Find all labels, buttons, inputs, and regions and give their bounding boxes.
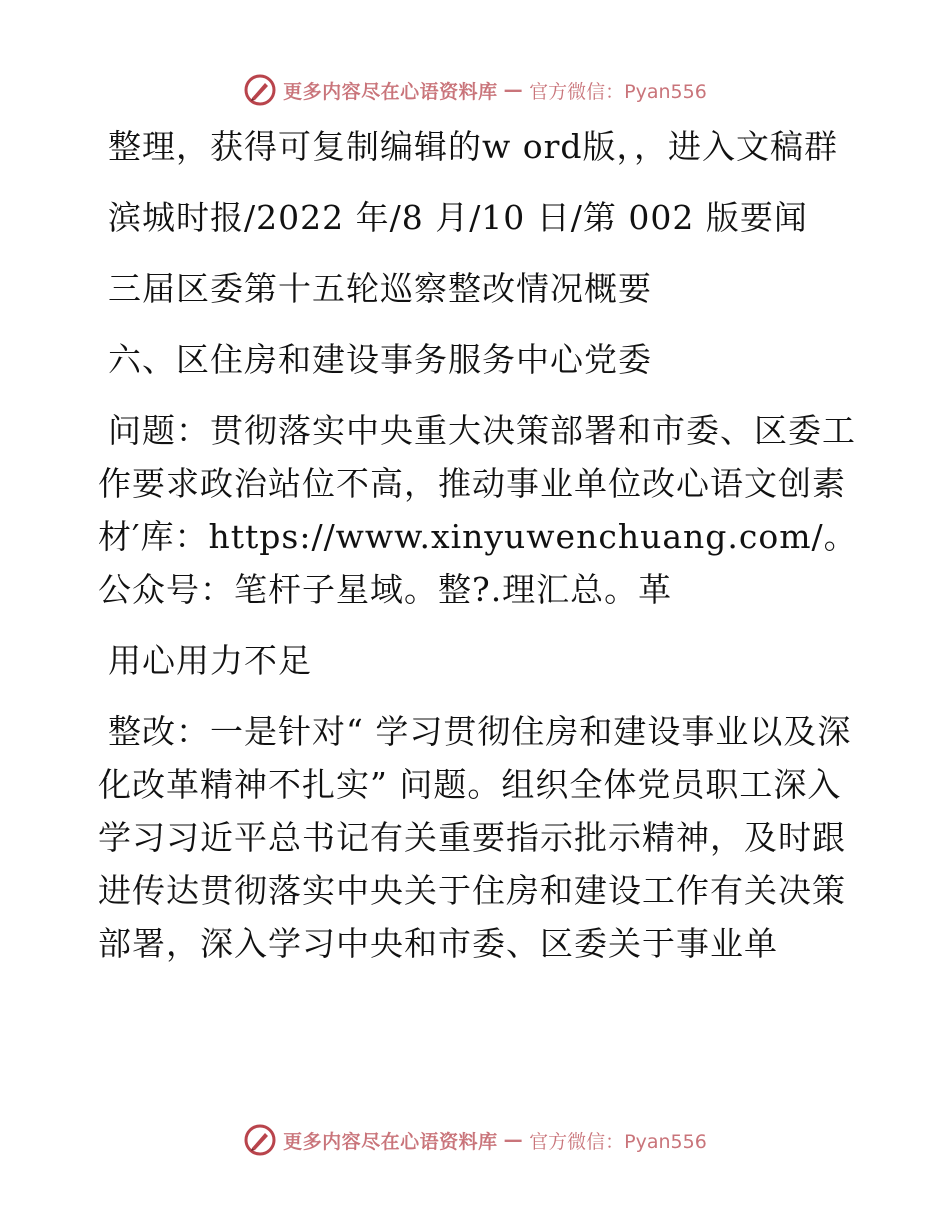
watermark-site-text: 更多内容尽在心语资料库 bbox=[283, 1130, 498, 1153]
watermark-site-text: 更多内容尽在心语资料库 bbox=[283, 80, 498, 103]
document-body bbox=[98, 120, 858, 988]
pen-logo-icon bbox=[243, 1123, 277, 1157]
watermark-wechat-text: 官方微信：Pyan556 bbox=[529, 1130, 707, 1153]
paragraph-intro: 整理，获得可复制编辑的w ord版，，进入文稿群 bbox=[108, 127, 839, 166]
watermark-separator: — bbox=[503, 79, 524, 101]
watermark-separator: — bbox=[503, 1129, 524, 1151]
header-watermark bbox=[0, 70, 950, 110]
paragraph-section-heading: 六、区住房和建设事务服务中心党委 bbox=[108, 340, 652, 379]
pen-logo-icon bbox=[243, 73, 277, 107]
paragraph-problem-cont: 用心用力不足 bbox=[108, 641, 312, 680]
paragraph-rectification: 整改：一是针对“ 学习贯彻住房和建设事业以及深化改革精神不扎实” 问题。组织全体党员职工深入学习习近平总书记有关重要指示批示精神，及时跟进传达贯彻落实中央关于住房和建设工作有关决策部署，深入学习中央和市委、区委关于事业单 bbox=[98, 712, 852, 963]
paragraph-source: 滨城时报/2022 年/8 月/10 日/第 002 版要闻 bbox=[108, 198, 808, 237]
paragraph-problem: 问题：贯彻落实中央重大决策部署和市委、区委工作要求政治站位不高，推动事业单位改心语文创素材′库：https://www.xinyuwenchuang.com/。公众号：笔杆子星域。整?.理汇总。革 bbox=[98, 411, 858, 609]
footer-watermark bbox=[0, 1120, 950, 1160]
watermark-wechat-text: 官方微信：Pyan556 bbox=[529, 80, 707, 103]
paragraph-title: 三届区委第十五轮巡察整改情况概要 bbox=[108, 269, 652, 308]
